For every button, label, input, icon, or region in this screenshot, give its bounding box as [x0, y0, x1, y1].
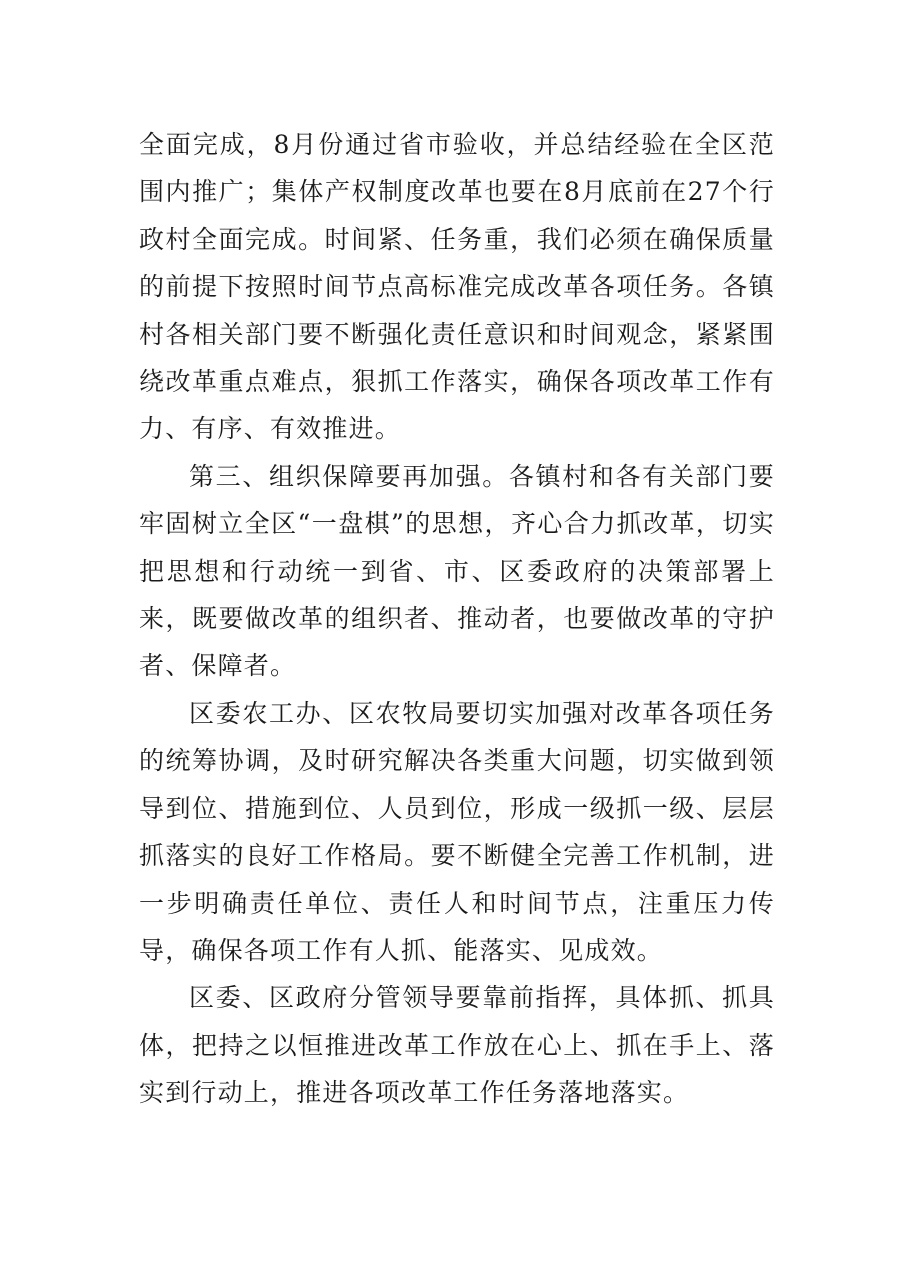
paragraph-4: 区委、区政府分管领导要靠前指挥，具体抓、抓具体，把持之以恒推进改革工作放在心上、抓在手上、落实到行动上，推进各项改革工作任务落地落实。	[139, 983, 775, 1108]
paragraph-3: 区委农工办、区农牧局要切实加强对改革各项任务的统筹协调，及时研究解决各类重大问题，切实做到领导到位、措施到位、人员到位，形成一级抓一级、层层抓落实的良好工作格局。要不断健全完善工作机制，进一步明确责任单位、责任人和时间节点，注重压力传导，确保各项工作有人抓、能落实、见成效。	[139, 698, 775, 965]
paragraph-1: 全面完成，8月份通过省市验收，并总结经验在全区范围内推广；集体产权制度改革也要在8月底前在27个行政村全面完成。时间紧、任务重，我们必须在确保质量的前提下按照时间节点高标准完成改革各项任务。各镇村各相关部门要不断强化责任意识和时间观念，紧紧围绕改革重点难点，狠抓工作落实，确保各项改革工作有力、有序、有效推进。	[139, 130, 775, 444]
paragraph-2: 第三、组织保障要再加强。各镇村和各有关部门要牢固树立全区“一盘棋”的思想，齐心合力抓改革，切实把思想和行动统一到省、市、区委政府的决策部署上来，既要做改革的组织者、推动者，也要做改革的守护者、保障者。	[139, 461, 775, 681]
document-body	[139, 121, 775, 1117]
